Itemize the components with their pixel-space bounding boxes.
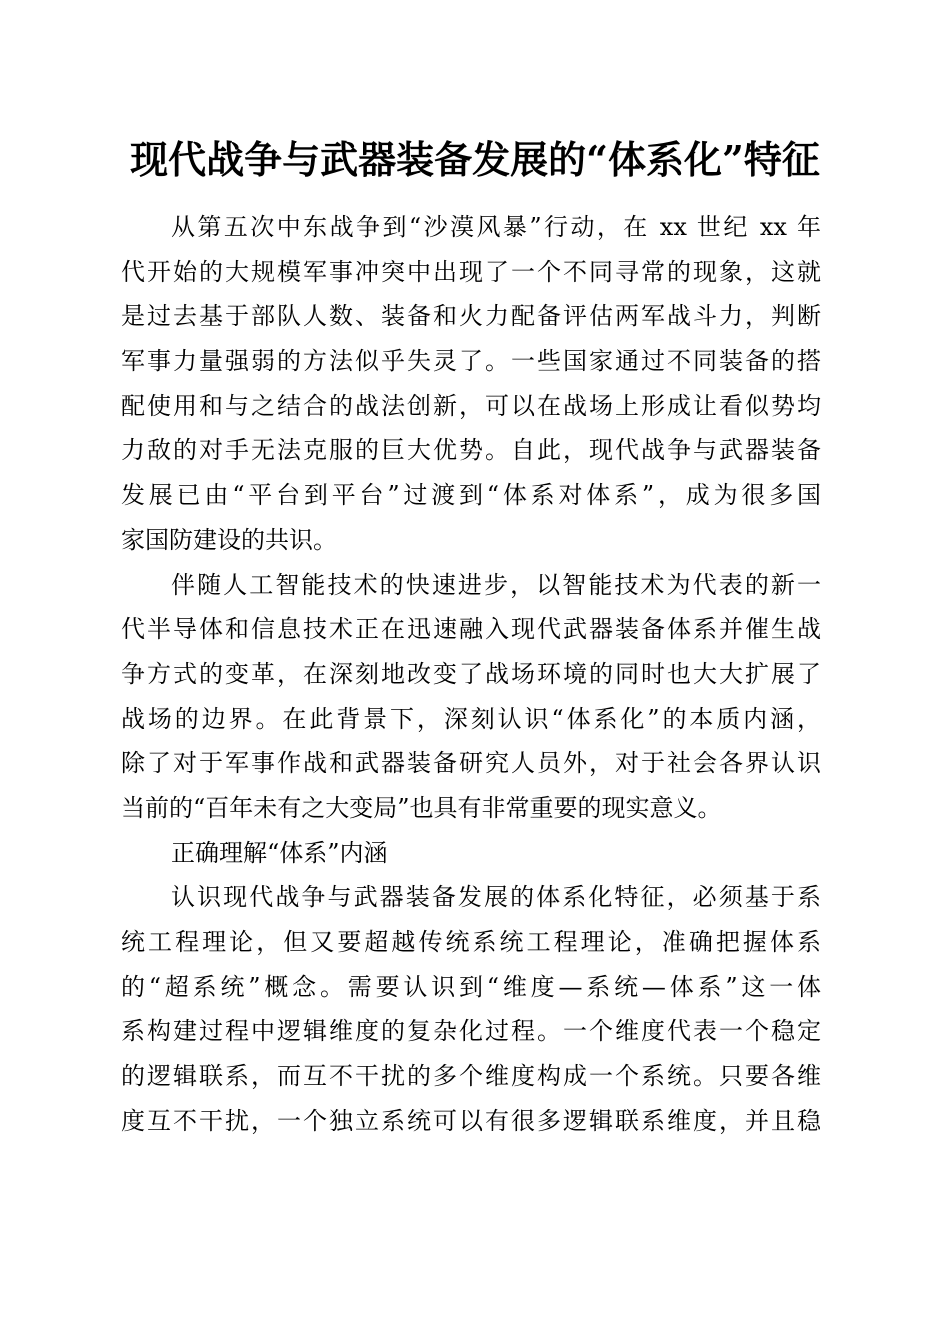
- document-title: 现代战争与武器装备发展的“体系化”特征: [130, 137, 820, 182]
- paragraph-3-line-3: 的“超系统”概念。需要认识到“维度—系统—体系”这一体: [121, 972, 821, 1001]
- paragraph-1-line-7: 发展已由“平台到平台”过渡到“体系对体系”，成为很多国: [121, 481, 821, 510]
- section-heading: 正确理解“体系”内涵: [171, 838, 388, 867]
- paragraph-3-line-6: 度互不干扰，一个独立系统可以有很多逻辑联系维度，并且稳: [121, 1106, 821, 1135]
- paragraph-3-line-2: 统工程理论，但又要超越传统系统工程理论，准确把握体系: [121, 928, 821, 956]
- paragraph-1-line-2: 代开始的大规模军事冲突中出现了一个不同寻常的现象，这就: [121, 257, 821, 286]
- paragraph-2-line-1: 伴随人工智能技术的快速进步，以智能技术为代表的新一: [171, 570, 821, 599]
- paragraph-3-line-4: 系构建过程中逻辑维度的复杂化过程。一个维度代表一个稳定: [121, 1017, 821, 1046]
- document-body: [121, 205, 821, 1143]
- paragraph-2-line-2: 代半导体和信息技术正在迅速融入现代武器装备体系并催生战: [121, 615, 821, 644]
- paragraph-1-line-5: 配使用和与之结合的战法创新，可以在战场上形成让看似势均: [121, 391, 821, 420]
- paragraph-3-line-1: 认识现代战争与武器装备发展的体系化特征，必须基于系: [171, 883, 821, 912]
- paragraph-2-line-6: 当前的“百年未有之大变局”也具有非常重要的现实意义。: [121, 793, 722, 822]
- paragraph-2-line-5: 除了对于军事作战和武器装备研究人员外，对于社会各界认识: [121, 749, 821, 778]
- paragraph-2-line-3: 争方式的变革，在深刻地改变了战场环境的同时也大大扩展了: [121, 659, 821, 688]
- paragraph-1-line-1: 从第五次中东战争到“沙漠风暴”行动，在 xx 世纪 xx 年: [171, 213, 821, 241]
- paragraph-1-line-8: 家国防建设的共识。: [121, 525, 337, 554]
- paragraph-3-line-5: 的逻辑联系，而互不干扰的多个维度构成一个系统。只要各维: [121, 1062, 821, 1091]
- paragraph-1-line-3: 是过去基于部队人数、装备和火力配备评估两军战斗力，判断: [121, 302, 821, 331]
- paragraph-2-line-4: 战场的边界。在此背景下，深刻认识“体系化”的本质内涵，: [121, 704, 821, 733]
- paragraph-1-line-6: 力敌的对手无法克服的巨大优势。自此，现代战争与武器装备: [121, 436, 821, 465]
- paragraph-1-line-4: 军事力量强弱的方法似乎失灵了。一些国家通过不同装备的搭: [121, 347, 821, 376]
